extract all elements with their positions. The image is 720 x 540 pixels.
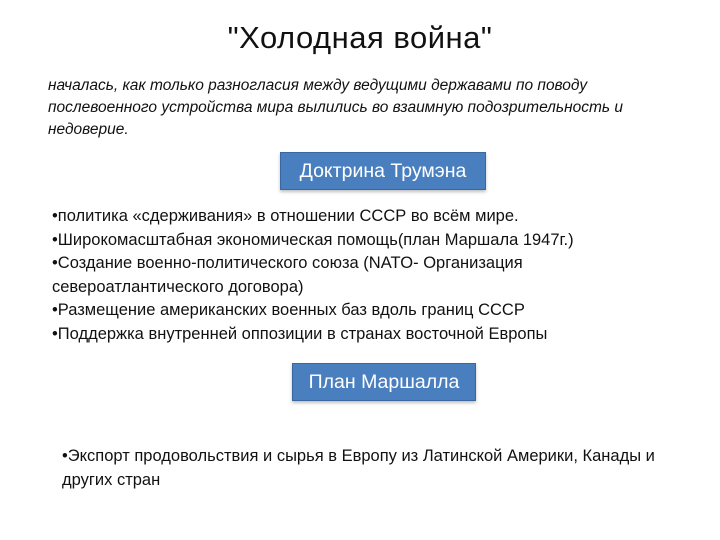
slide-title: "Холодная война" — [227, 20, 493, 55]
truman-doctrine-heading: Доктрина Трумэна — [280, 152, 486, 190]
marshall-plan-list — [62, 445, 672, 492]
list-item: •Экспорт продовольствия и сырья в Европу из Латинской Америки, Канады и других стран — [62, 447, 655, 489]
list-item: •политика «сдерживания» в отношении СССР во всём мире. — [52, 207, 519, 225]
marshall-plan-heading: План Маршалла — [292, 363, 476, 401]
list-item: •Создание военно-политического союза (NATO- Организация североатлантического договора) — [52, 254, 523, 296]
truman-doctrine-list — [52, 205, 672, 346]
list-item: •Поддержка внутренней оппозиции в странах восточной Европы — [52, 324, 548, 343]
intro-text: началась, как только разногласия между ведущими державами по поводу послевоенного устройства мира вылились во взаимную подозрительность и недоверие. — [48, 77, 623, 138]
list-item: •Широкомасштабная экономическая помощь(план Маршала 1947г.) — [52, 230, 574, 249]
list-item: •Размещение американских военных баз вдоль границ СССР — [52, 301, 525, 319]
